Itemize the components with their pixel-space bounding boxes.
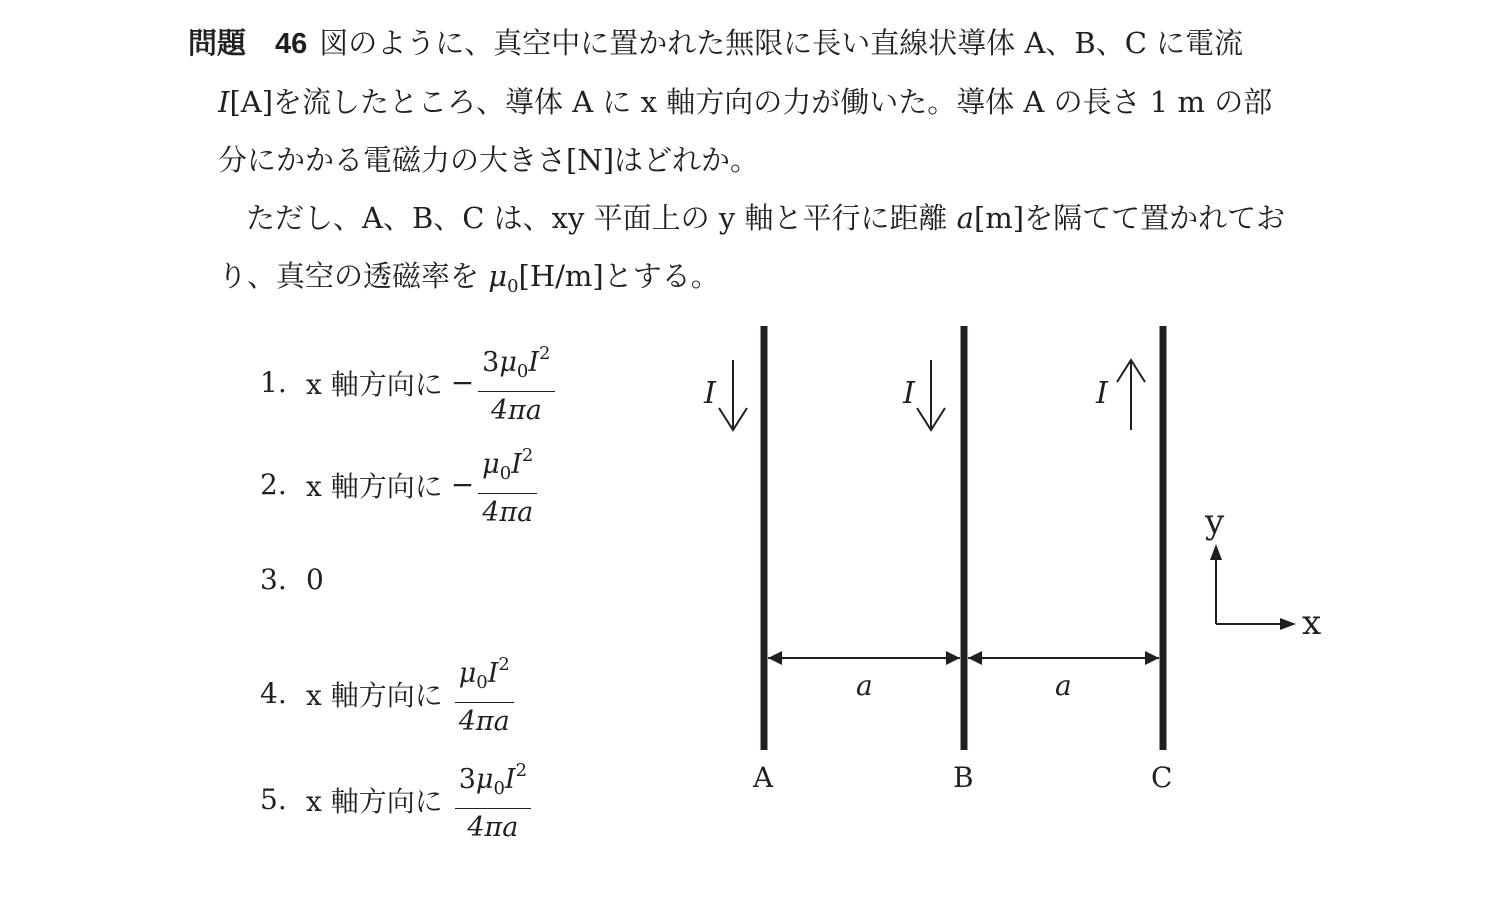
conductor-name-b: B (953, 761, 974, 794)
conductor-name-c: C (1151, 761, 1173, 794)
current-label-a: I (704, 376, 716, 411)
answer-fraction: $\frac{3\mu_0I^2}{4\pi a}$ (455, 754, 531, 845)
answer-fraction: $\frac{\mu_0I^2}{4\pi a}$ (455, 648, 514, 739)
axis-indicator (1210, 544, 1296, 630)
current-label-c: I (1096, 376, 1108, 411)
axis-label-x: x (1302, 603, 1322, 643)
axis-label-y: y (1205, 502, 1225, 542)
question-note: ただし、A、B、C は、xy 平面上の y 軸と平行に距離 a[m]を隔てて置かれてお (246, 201, 1286, 235)
current-arrow-a (719, 360, 747, 430)
answer-fraction: $\frac{\mu_0I^2}{4\pi a}$ (478, 439, 537, 530)
question-line-1: 問題 46 図のように、真空中に置かれた無限に長い直線状導体 A、B、C に電流 (188, 26, 1244, 60)
question-note-2: り、真空の透磁率を $\mu_0[H/m]$とする。 (218, 259, 720, 297)
question-number: 問題 46 (188, 28, 308, 60)
question-line-3: 分にかかる電磁力の大きさ[N]はどれか。 (218, 143, 760, 177)
choice-3[interactable]: 3. 0 (260, 563, 324, 596)
answer-fraction: $\frac{3\mu_0I^2}{4\pi a}$ (478, 337, 554, 428)
current-arrow-b (917, 360, 945, 430)
question-line-2: I[A]を流したところ、導体 A に x 軸方向の力が働いた。導体 A の長さ 1 m の部 (218, 85, 1273, 119)
conductor-name-a: A (753, 761, 774, 794)
choice-4[interactable]: 4. x 軸方向に $\frac{\mu_0I^2}{4\pi a}$ (260, 648, 514, 739)
spacing-label-ab: a (856, 669, 873, 702)
current-arrow-c (1117, 360, 1145, 430)
current-label-b: I (903, 376, 915, 411)
spacing-label-bc: a (1055, 669, 1072, 702)
choice-2[interactable]: 2. x 軸方向に − $\frac{\mu_0I^2}{4\pi a}$ (260, 439, 537, 530)
choice-1[interactable]: 1. x 軸方向に − $\frac{3\mu_0I^2}{4\pi a}$ (260, 337, 555, 428)
choice-5[interactable]: 5. x 軸方向に $\frac{3\mu_0I^2}{4\pi a}$ (260, 754, 531, 845)
